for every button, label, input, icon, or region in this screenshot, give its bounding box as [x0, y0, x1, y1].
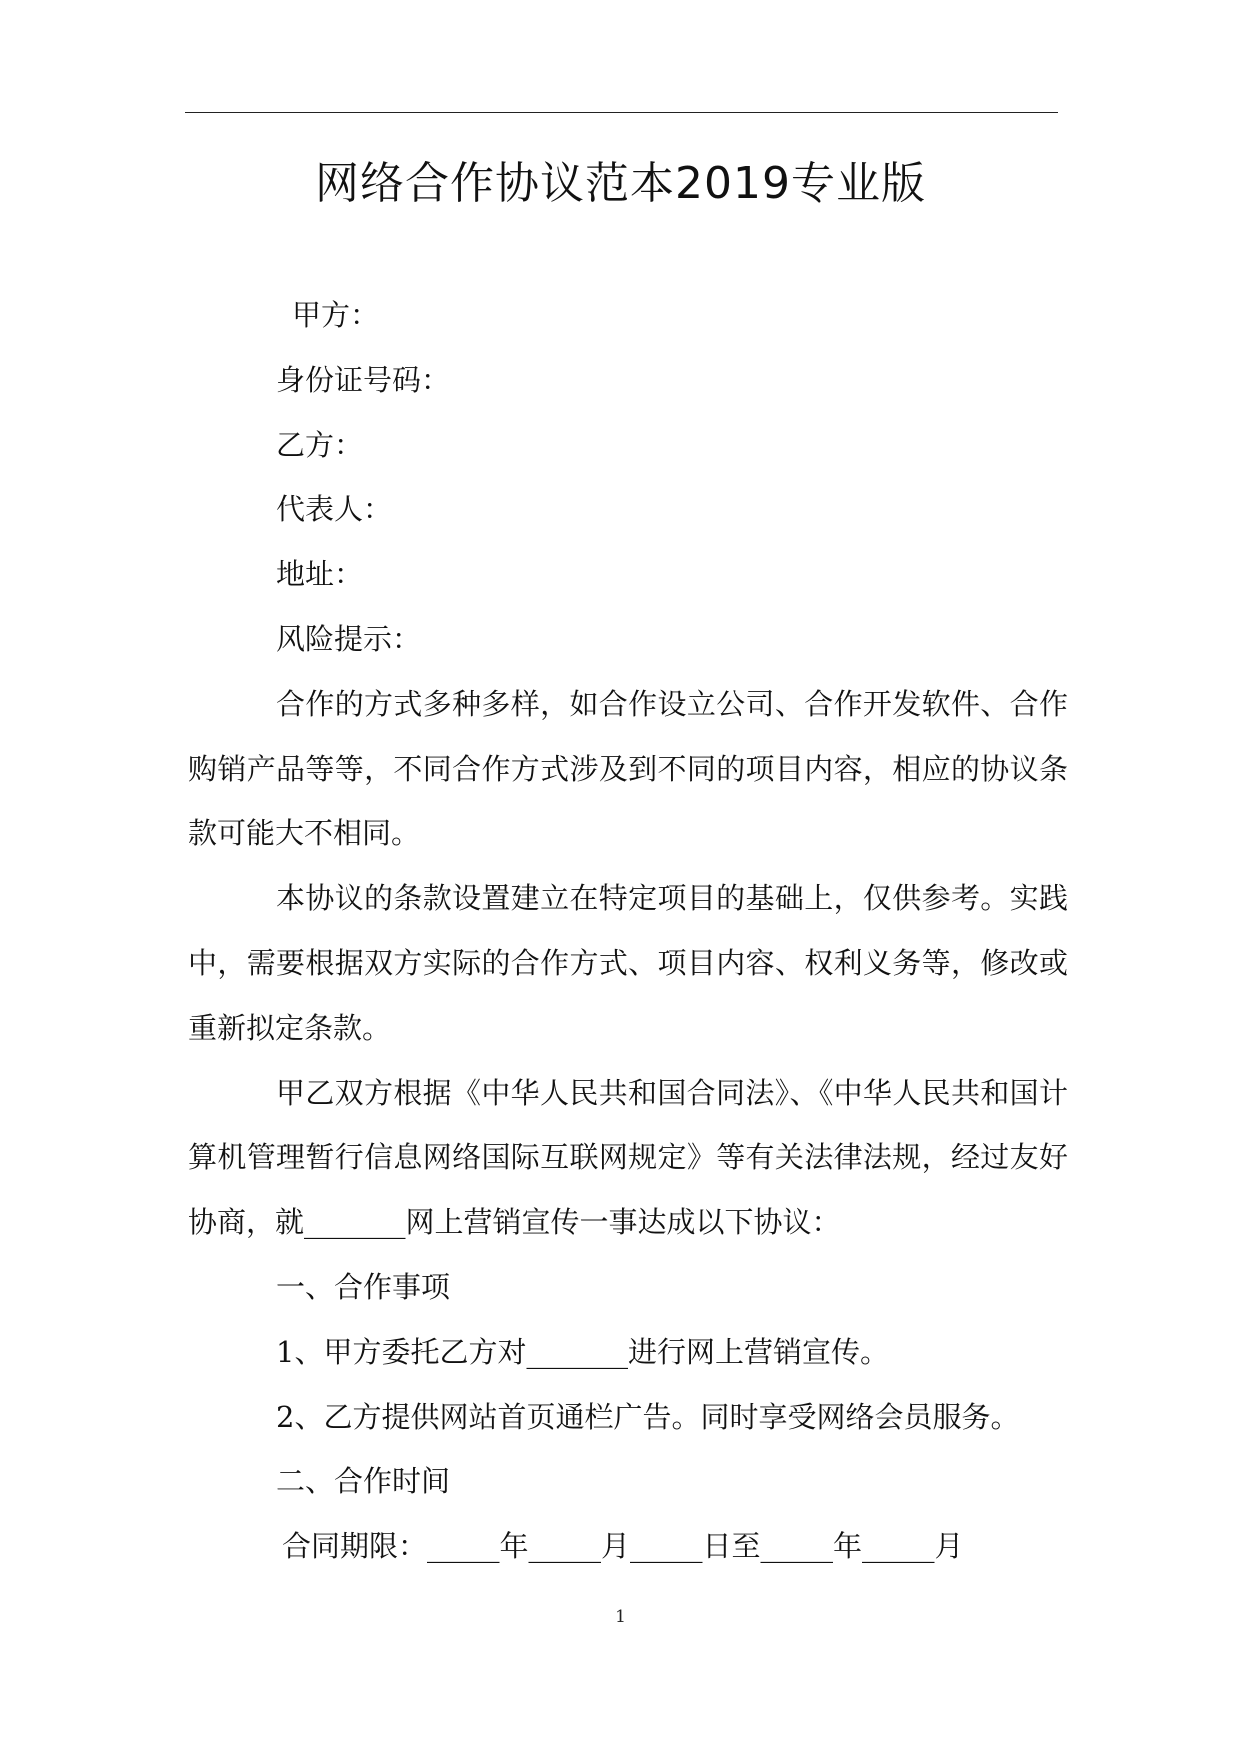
- header-rule: [185, 112, 1058, 113]
- paragraph-line: 购销产品等等，不同合作方式涉及到不同的项目内容，相应的协议条: [188, 751, 1068, 786]
- paragraph-line: 甲乙双方根据《中华人民共和国合同法》、《中华人民共和国计: [276, 1075, 1068, 1110]
- section-heading-cooperation-items: 一、合作事项: [276, 1269, 451, 1304]
- paragraph-line: 本协议的条款设置建立在特定项目的基础上，仅供参考。实践: [276, 881, 1068, 916]
- clause-item: 1、甲方委托乙方对_______进行网上营销宣传。: [276, 1334, 889, 1369]
- clause-item: 2、乙方提供网站首页通栏广告。同时享受网络会员服务。: [276, 1399, 1020, 1434]
- document-title: 网络合作协议范本2019专业版: [315, 158, 926, 209]
- contract-term-line: 合同期限：_____年_____月_____日至_____年_____月: [282, 1529, 964, 1564]
- paragraph-line: 重新拟定条款。: [188, 1010, 392, 1045]
- address-label: 地址：: [276, 557, 364, 592]
- paragraph-line: 算机管理暂行信息网络国际互联网规定》等有关法律法规，经过友好: [188, 1140, 1068, 1175]
- party-a-label: 甲方：: [292, 298, 380, 332]
- document-body: [188, 283, 1068, 1579]
- id-number-label: 身份证号码：: [276, 362, 451, 397]
- party-b-label: 乙方：: [276, 427, 364, 462]
- paragraph-line: 中，需要根据双方实际的合作方式、项目内容、权利义务等，修改或: [188, 945, 1068, 980]
- paragraph-line: 合作的方式多种多样，如合作设立公司、合作开发软件、合作: [276, 686, 1068, 721]
- paragraph-line: 款可能大不相同。: [188, 816, 421, 851]
- page-number: 1: [615, 1607, 626, 1627]
- paragraph-line: 协商，就_______网上营销宣传一事达成以下协议：: [188, 1205, 841, 1240]
- section-heading-cooperation-time: 二、合作时间: [276, 1464, 451, 1499]
- risk-notice-heading: 风险提示：: [276, 621, 422, 656]
- representative-label: 代表人：: [276, 492, 393, 527]
